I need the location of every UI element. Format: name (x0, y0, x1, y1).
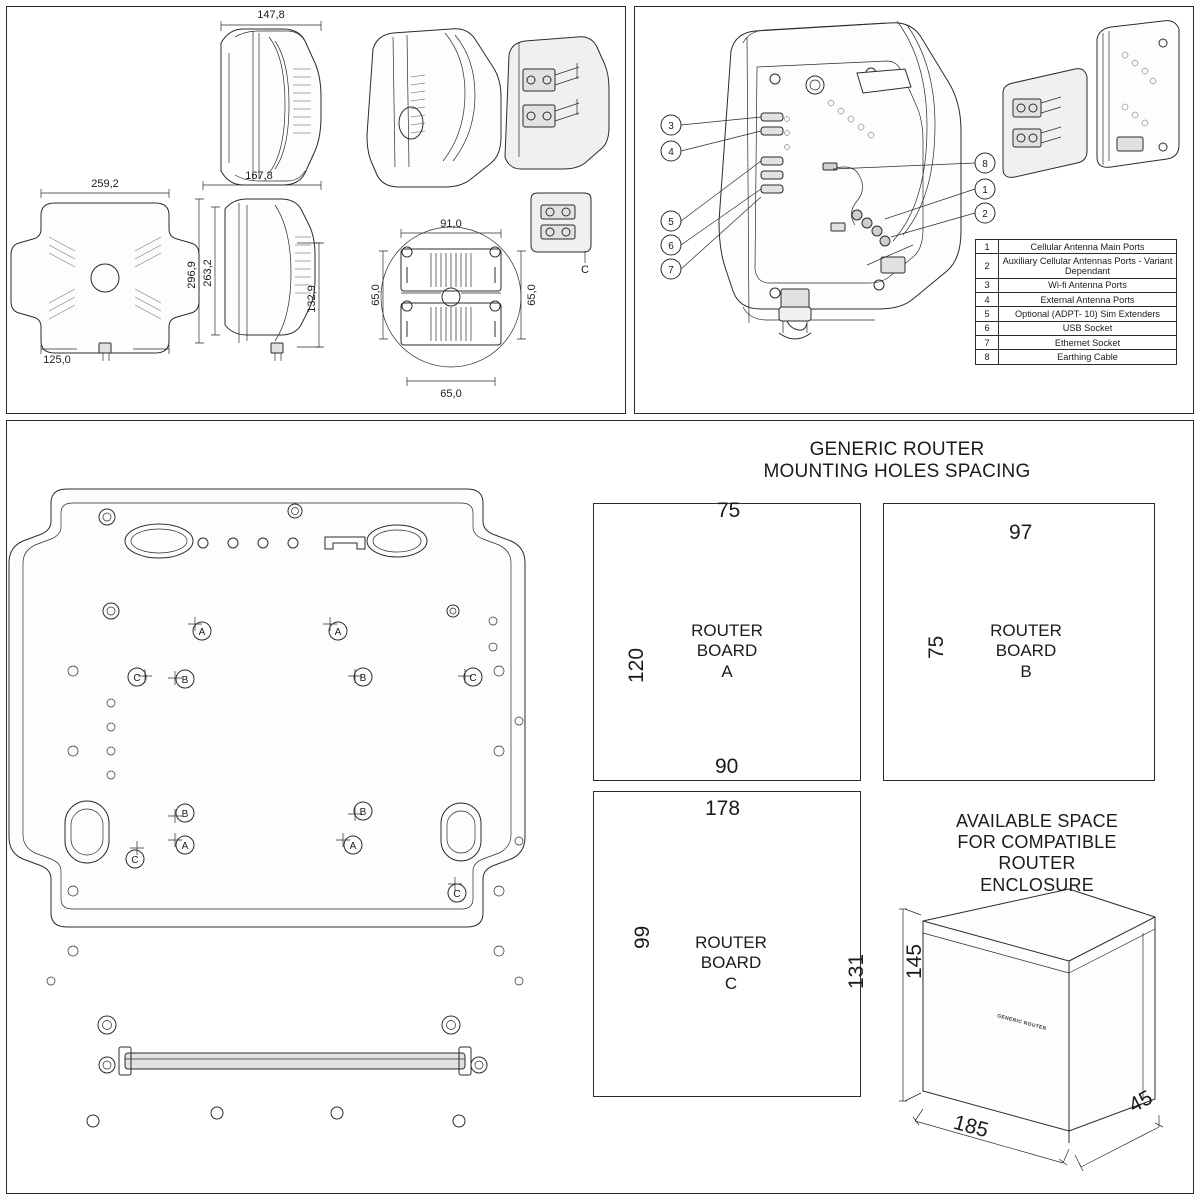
balloon-4: 4 (668, 147, 674, 158)
legend-num-3: 3 (976, 278, 999, 292)
dim-65-0-bottom: 65,0 (440, 388, 462, 400)
base-plate (9, 489, 525, 1127)
dim-263-2: 263,2 (202, 259, 214, 287)
balloon-2: 2 (982, 209, 988, 220)
board-a-line1: ROUTER (691, 621, 763, 640)
view-side-small (1003, 69, 1087, 178)
board-b-dim-top: 97 (1009, 521, 1033, 544)
board-a-dim-left: 120 (625, 647, 648, 683)
port-legend-table (975, 239, 1177, 365)
board-b-dim-left: 75 (925, 635, 948, 659)
marker-c-2: C (469, 673, 477, 684)
space-line2: FOR COMPATIBLE (957, 832, 1117, 853)
dim-125-0: 125,0 (43, 354, 71, 366)
legend-num-5: 5 (976, 307, 999, 321)
panel-mounting-plate (6, 420, 1194, 1194)
legend-num-7: 7 (976, 336, 999, 350)
heading-mounting-line2: MOUNTING HOLES SPACING (763, 461, 1031, 483)
bottom-rail (119, 1047, 471, 1075)
board-a-dim-top: 75 (717, 499, 741, 522)
enclosure-dim-depth: 45 (1125, 1086, 1157, 1118)
board-c-dim-left: 99 (631, 925, 654, 949)
space-line3: ROUTER (998, 853, 1076, 874)
table-row (976, 254, 1177, 279)
heading-available-space (887, 811, 1187, 896)
heading-mounting-line1: GENERIC ROUTER (809, 439, 985, 460)
table-row (976, 293, 1177, 307)
table-row (976, 350, 1177, 364)
table-row (976, 307, 1177, 321)
marker-a-4: A (349, 841, 357, 852)
marker-b-1: B (181, 675, 189, 686)
enclosure-dim-height: 145 (903, 943, 926, 979)
table-row (976, 278, 1177, 292)
balloon-8: 8 (982, 159, 988, 170)
board-c-line1: ROUTER (695, 933, 767, 952)
board-c-line2: BOARD (700, 953, 762, 973)
table-row (976, 240, 1177, 254)
marker-a-2: A (334, 627, 342, 638)
marker-c-3: C (131, 855, 139, 866)
board-b-line3: B (1020, 661, 1032, 681)
view-isometric-front (367, 29, 501, 187)
dim-detail-right (517, 251, 538, 339)
enclosure-views-drawing (7, 7, 625, 413)
cable-gland (779, 289, 811, 339)
dim-detail-bottom (407, 377, 495, 400)
legend-num-8: 8 (976, 350, 999, 364)
dim-147-8: 147,8 (257, 9, 285, 21)
dim-inner-height (202, 207, 220, 335)
dim-overall-width (41, 178, 169, 198)
board-a-label (653, 621, 801, 682)
legend-num-1: 1 (976, 240, 999, 254)
dim-167-8: 167,8 (245, 170, 273, 182)
available-space-enclosure (899, 889, 1163, 1171)
board-c-dim-right: 131 (845, 953, 868, 989)
legend-label-3: Wi-fi Antenna Ports (999, 278, 1177, 292)
board-b-line2: BOARD (995, 641, 1057, 661)
dim-detail-left (370, 251, 388, 339)
table-row (976, 336, 1177, 350)
board-a-dim-bottom: 90 (715, 755, 739, 778)
legend-label-8: Earthing Cable (999, 350, 1177, 364)
marker-a-3: A (181, 841, 189, 852)
dim-259-2: 259,2 (91, 178, 119, 190)
board-c-label (651, 933, 811, 994)
marker-b-3: B (181, 809, 189, 820)
balloon-7: 7 (668, 265, 674, 276)
view-plan (11, 203, 199, 361)
board-b-line1: ROUTER (990, 621, 1062, 640)
dim-91-0: 91,0 (440, 218, 462, 230)
balloon-5: 5 (668, 217, 674, 228)
detail-connector (531, 193, 591, 276)
view-isometric-rear (505, 37, 609, 169)
view-rear-isometric (719, 21, 961, 339)
legend-num-6: 6 (976, 321, 999, 335)
marker-b-2: B (359, 673, 367, 684)
legend-label-4: External Antenna Ports (999, 293, 1177, 307)
balloon-3: 3 (668, 121, 674, 132)
board-c-dim-top: 178 (705, 797, 741, 820)
legend-label-7: Ethernet Socket (999, 336, 1177, 350)
legend-label-1: Cellular Antenna Main Ports (999, 240, 1177, 254)
panel-enclosure-views (6, 6, 626, 414)
detail-callout-c: C (581, 264, 589, 276)
space-line4: ENCLOSURE (980, 874, 1094, 895)
enclosure-face-text: GENERIC ROUTER (996, 1013, 1048, 1033)
board-a-line2: BOARD (696, 641, 758, 661)
dim-front-width (221, 9, 321, 31)
board-b-label (943, 621, 1109, 682)
view-side-section (225, 199, 315, 361)
panel-port-identification (634, 6, 1194, 414)
legend-num-4: 4 (976, 293, 999, 307)
legend-num-2: 2 (976, 254, 999, 279)
dim-65-0-left: 65,0 (370, 284, 382, 306)
balloon-1: 1 (982, 185, 988, 196)
view-front-small (221, 29, 321, 185)
dim-296-9: 296,9 (186, 261, 198, 289)
balloon-6: 6 (668, 241, 674, 252)
space-line1: AVAILABLE SPACE (955, 811, 1119, 831)
dim-detail-width (401, 218, 501, 238)
table-row (976, 321, 1177, 335)
view-rear-small (1097, 21, 1179, 168)
legend-label-6: USB Socket (999, 321, 1177, 335)
marker-c-1: C (133, 673, 141, 684)
board-c-line3: C (724, 973, 738, 993)
marker-c-4: C (453, 889, 461, 900)
dim-65-0-right: 65,0 (526, 284, 538, 306)
legend-label-2: Auxiliary Cellular Antennas Ports - Variant Dependant (999, 254, 1177, 279)
dim-132-9: 132,9 (306, 285, 318, 313)
marker-b-4: B (359, 807, 367, 818)
detail-bracket (381, 227, 521, 367)
marker-a-1: A (198, 627, 206, 638)
legend-label-5: Optional (ADPT- 10) Sim Extenders (999, 307, 1177, 321)
enclosure-dim-width: 185 (951, 1111, 991, 1143)
board-a-line3: A (721, 661, 733, 681)
